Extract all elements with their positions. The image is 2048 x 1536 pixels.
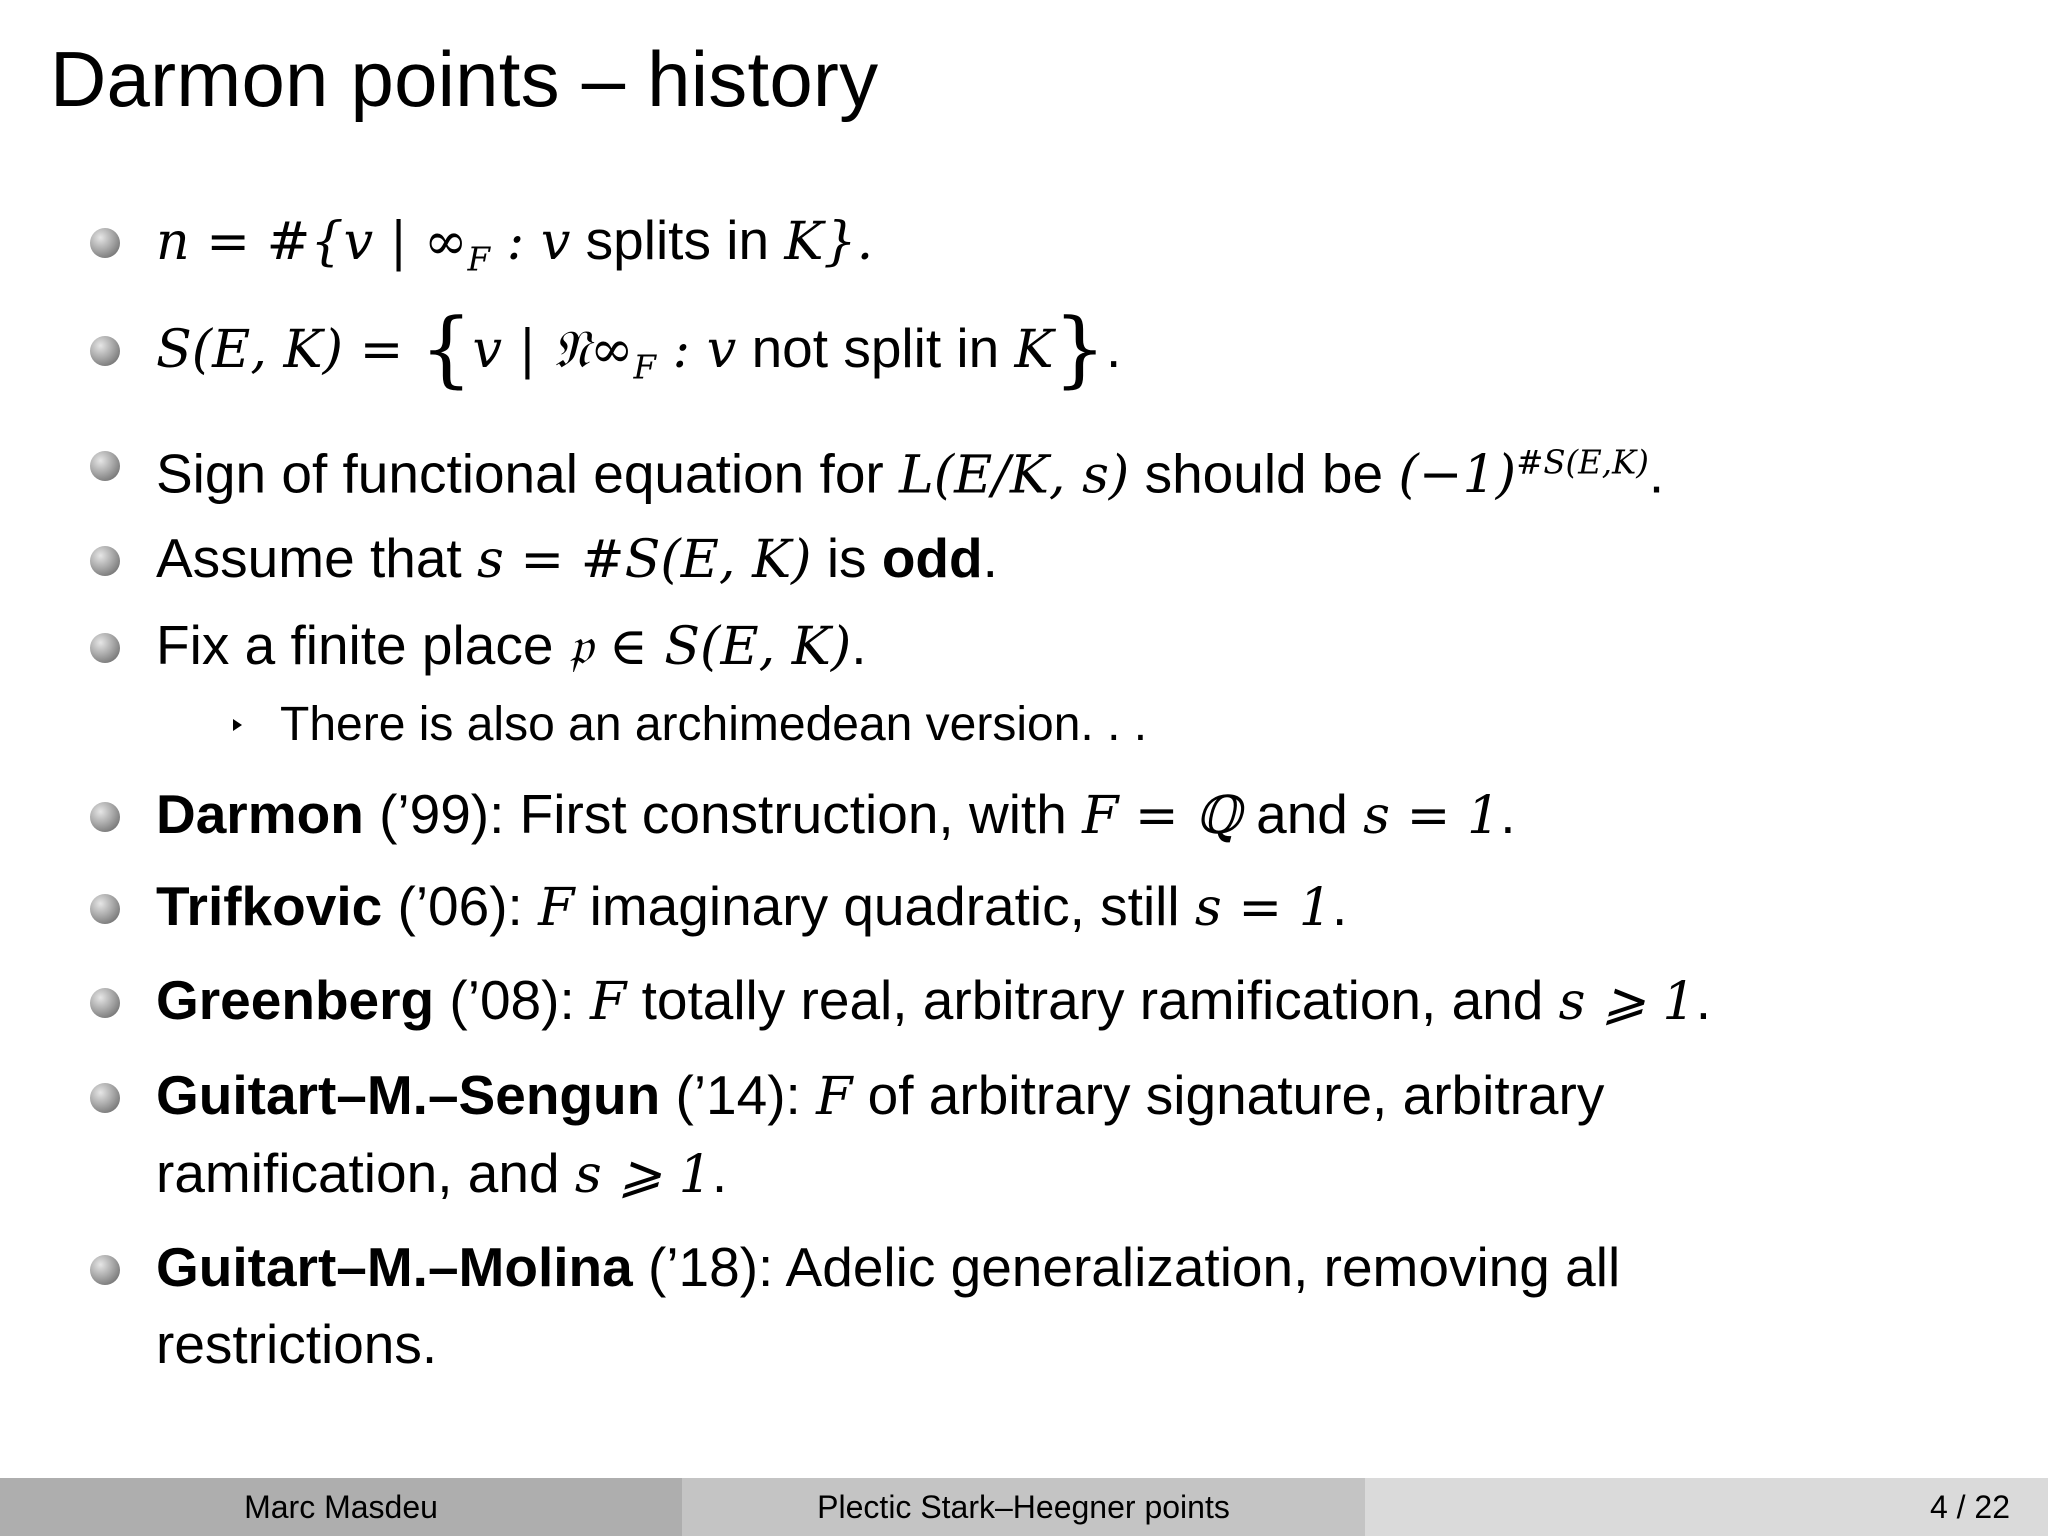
- bullet-text: (’08):: [434, 969, 591, 1031]
- bullet-item: [156, 867, 1347, 947]
- bullet-text: of arbitrary signature, arbitrary: [852, 1064, 1605, 1126]
- bullet-ball-icon: [90, 894, 120, 924]
- bullet-ball-icon: [90, 1083, 120, 1113]
- bullet-text: and: [1240, 783, 1364, 845]
- bullet-text: ramification, and: [156, 1142, 575, 1204]
- math-expression: S(E, K) =: [156, 320, 420, 380]
- bullet-text: (’06):: [382, 875, 539, 937]
- emphasis-text: odd: [881, 527, 983, 589]
- bullet-item: [156, 424, 1664, 514]
- math-expression: s = #S(E, K): [476, 530, 812, 590]
- sub-bullet-item: [280, 686, 1147, 764]
- author-name: Greenberg: [156, 969, 435, 1031]
- math-expression: F = ℚ: [1082, 786, 1241, 846]
- bullet-text: .: [1106, 317, 1122, 379]
- bullet-ball-icon: [90, 988, 120, 1018]
- math-expression: s ⩾ 1: [574, 1145, 712, 1205]
- bullet-ball-icon: [90, 1255, 120, 1285]
- bullet-ball-icon: [90, 228, 120, 258]
- math-expression: s = 1: [1194, 878, 1332, 938]
- bullet-item: [156, 775, 1516, 855]
- slide-footer: [0, 1478, 2048, 1536]
- bullet-text: There is also an archimedean version. . .: [280, 698, 1148, 751]
- bullet-text: .: [851, 614, 867, 676]
- bullet-item-continuation: [156, 1134, 727, 1214]
- math-expression: s = 1: [1363, 786, 1501, 846]
- bullet-ball-icon: [90, 451, 120, 481]
- bullet-text: Assume that: [156, 527, 477, 589]
- bullet-text: .: [982, 527, 998, 589]
- bullet-item: [156, 300, 1122, 406]
- footer-author: Marc Masdeu: [0, 1478, 682, 1536]
- math-expression: }.: [823, 212, 874, 272]
- bullet-ball-icon: [90, 546, 120, 576]
- bullet-text: .: [1331, 875, 1348, 937]
- math-expression: K: [1014, 320, 1054, 380]
- bullet-ball-icon: [90, 633, 120, 663]
- bullet-text: (’99): First construction, with: [363, 783, 1083, 845]
- bullet-text: .: [1500, 783, 1516, 845]
- right-brace: }: [1053, 300, 1107, 397]
- math-expression: K: [784, 212, 824, 272]
- bullet-text: restrictions.: [156, 1313, 438, 1375]
- author-name: Trifkovic: [156, 875, 383, 937]
- bullet-item: [156, 201, 873, 298]
- sub-bullet-triangle-icon: [233, 719, 242, 731]
- bullet-text: .: [1648, 442, 1665, 505]
- bullet-text: (’18): Adelic generalization, removing all: [632, 1236, 1621, 1298]
- math-expression: 𝔭 ∈ S(E, K): [568, 617, 852, 677]
- bullet-ball-icon: [90, 336, 120, 366]
- bullet-item: [156, 1056, 1604, 1136]
- slide-title: Darmon points – history: [50, 35, 879, 123]
- bullet-item: [156, 1228, 1620, 1306]
- bullet-text: splits in: [570, 209, 785, 271]
- bullet-text: not split in: [736, 317, 1015, 379]
- bullet-item: [156, 961, 1711, 1041]
- bullet-text: Sign of functional equation for: [156, 442, 900, 505]
- math-expression: L(E/K, s): [899, 445, 1130, 506]
- bullet-ball-icon: [90, 802, 120, 832]
- bullet-text: Fix a finite place: [156, 614, 569, 676]
- bullet-item: [156, 606, 867, 686]
- math-expression: F: [590, 972, 627, 1032]
- bullet-text: should be: [1129, 442, 1399, 505]
- bullet-text: .: [711, 1142, 728, 1204]
- bullet-text: imaginary quadratic, still: [574, 875, 1195, 937]
- bullet-text: totally real, arbitrary ramification, and: [626, 969, 1559, 1031]
- math-expression: v | $𝔑\infty_F$ : v: [472, 320, 737, 387]
- math-expression: n = #{v | $\infty_F$ : v: [156, 212, 571, 279]
- math-expression: $(-1)^{\#S(E,K)}$: [1398, 444, 1649, 506]
- bullet-text: (’14):: [660, 1064, 817, 1126]
- bullet-text: .: [1695, 969, 1711, 1031]
- footer-page-number: 4 / 22: [1365, 1478, 2048, 1536]
- author-name: Darmon: [156, 783, 364, 845]
- math-expression: F: [538, 878, 575, 938]
- bullet-text: is: [811, 527, 882, 589]
- bullet-item-continuation: [156, 1305, 437, 1383]
- footer-talk-title: Plectic Stark–Heegner points: [682, 1478, 1365, 1536]
- math-expression: F: [816, 1067, 853, 1127]
- math-expression: s ⩾ 1: [1558, 972, 1696, 1032]
- bullet-item: [156, 519, 998, 599]
- left-brace: {: [419, 300, 473, 397]
- author-name: Guitart–M.–Sengun: [156, 1064, 661, 1126]
- author-name: Guitart–M.–Molina: [156, 1236, 633, 1298]
